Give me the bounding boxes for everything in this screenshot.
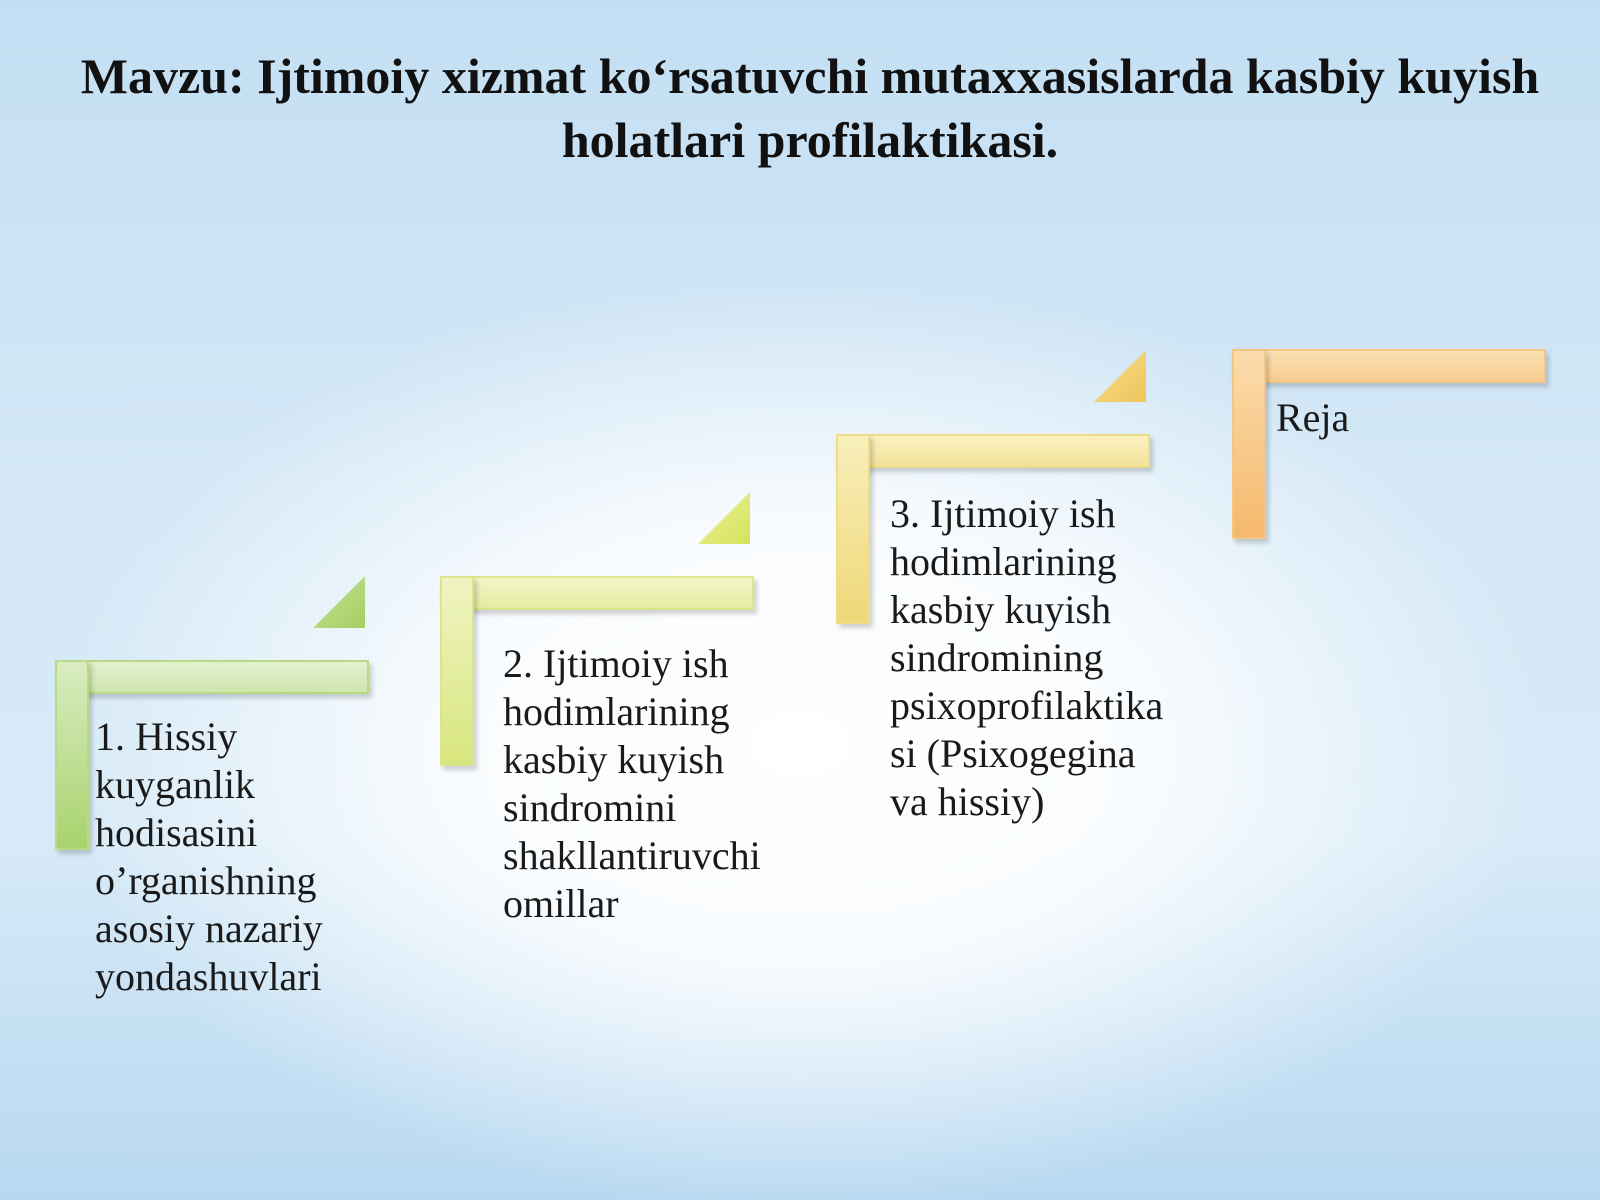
step-1-bracket-top bbox=[55, 660, 369, 694]
step-1-text: 1. Hissiy kuyganlik hodisasini o’rganishning asosiy nazariy yondashuvlari bbox=[95, 714, 323, 999]
step-3-corner-triangle bbox=[1094, 350, 1146, 402]
step-2-bracket-top bbox=[440, 576, 754, 610]
step-3-text: 3. Ijtimoiy ish hodimlarining kasbiy kuyish sindromining psixoprofilaktika si (Psixogegina va hissiy) bbox=[890, 491, 1164, 824]
step-4-bracket-side bbox=[1232, 349, 1266, 539]
slide-title: Mavzu: Ijtimoiy xizmat ko‘rsatuvchi mutaxxasislarda kasbiy kuyish holatlari profilaktikasi. bbox=[80, 48, 1540, 168]
step-2-text: 2. Ijtimoiy ish hodimlarining kasbiy kuyish sindromini shakllantiruvchi omillar bbox=[503, 641, 761, 926]
step-1-corner-triangle bbox=[313, 576, 365, 628]
step-2-corner-triangle bbox=[698, 492, 750, 544]
step-4-text: Reja bbox=[1276, 395, 1350, 440]
step-2-bracket-side bbox=[440, 576, 474, 766]
step-1-bracket-side bbox=[55, 660, 89, 850]
step-3-bracket-side bbox=[836, 434, 870, 624]
step-4-bracket-top bbox=[1232, 349, 1546, 383]
step-3-bracket-top bbox=[836, 434, 1150, 468]
